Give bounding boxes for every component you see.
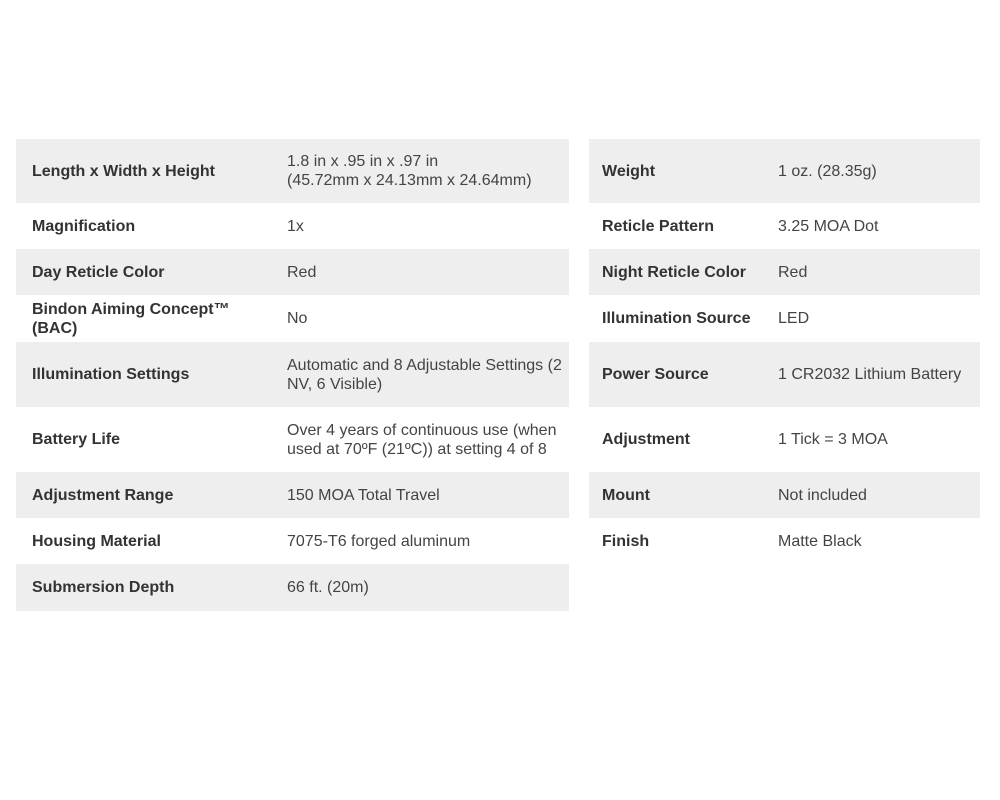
spec-label: Mount [602,486,650,504]
spec-value-cell [765,249,980,295]
spec-label: Day Reticle Color [32,263,165,281]
spec-value: 1 oz. (28.35g) [778,162,877,180]
spec-row [16,139,569,203]
spec-label-cell [16,139,271,203]
spec-row [589,342,980,407]
spec-value-cell [271,139,569,203]
spec-value-cell [271,342,569,407]
spec-value: No [287,310,308,327]
spec-value-cell [271,249,569,295]
spec-value: 1.8 in x .95 in x .97 in (45.72mm x 24.13mm x 24.64mm) [287,153,532,189]
spec-value: LED [778,310,810,327]
spec-value-cell [765,472,980,518]
spec-row [589,139,980,203]
spec-value: 66 ft. (20m) [287,579,369,596]
spec-label: Submersion Depth [32,579,175,596]
spec-label-cell [589,518,765,564]
spec-label-cell [16,407,271,472]
spec-value: Red [778,263,808,281]
spec-label-cell [16,203,271,249]
spec-row [16,564,569,611]
spec-label-cell [589,342,765,407]
spec-value-cell [271,472,569,518]
spec-row [589,295,980,342]
spec-row [589,407,980,472]
spec-value-cell [271,407,569,472]
spec-row [589,472,980,518]
spec-value-cell [765,407,980,472]
spec-value-cell [271,518,569,564]
spec-value-cell [271,564,569,611]
spec-value: 1 Tick = 3 MOA [778,431,888,448]
spec-value: Not included [778,486,867,504]
spec-row [16,407,569,472]
spec-label-cell [589,249,765,295]
spec-table-right [589,139,980,564]
spec-value: Automatic and 8 Adjustable Settings (2 NV, 6 Visible) [287,356,562,393]
spec-label-cell [589,203,765,249]
spec-row [16,518,569,564]
spec-value-cell [765,518,980,564]
spec-label-cell [16,472,271,518]
spec-value-cell [271,203,569,249]
spec-label: Magnification [32,217,136,235]
spec-value-cell [765,203,980,249]
spec-label: Length x Width x Height [32,162,215,180]
spec-label: Battery Life [32,431,121,448]
spec-label-cell [589,472,765,518]
spec-value: Over 4 years of continuous use (when used at 70ºF (21ºC)) at setting 4 of 8 [287,421,557,458]
spec-label-cell [589,295,765,342]
spec-value: Red [287,263,317,281]
spec-label: Illumination Source [602,310,751,327]
spec-label-cell [16,295,271,342]
spec-label: Housing Material [32,532,161,550]
spec-row [16,249,569,295]
spec-label: Bindon Aiming Concept™ (BAC) [32,300,230,337]
spec-label: Night Reticle Color [602,263,747,281]
spec-label-cell [16,518,271,564]
spec-value-cell [765,139,980,203]
spec-label-cell [589,139,765,203]
spec-value: Matte Black [778,532,862,550]
spec-value-cell [271,295,569,342]
spec-table-left [16,139,569,611]
spec-row [16,342,569,407]
spec-value: 1x [287,217,304,235]
spec-label-cell [16,564,271,611]
spec-label: Finish [602,532,650,550]
spec-row [16,472,569,518]
spec-label: Adjustment Range [32,486,174,504]
spec-row [589,249,980,295]
spec-label-cell [589,407,765,472]
spec-value-cell [765,295,980,342]
spec-row [589,518,980,564]
spec-value: 1 CR2032 Lithium Battery [778,366,962,383]
spec-label: Power Source [602,366,709,383]
spec-row [16,203,569,249]
spec-row [589,203,980,249]
spec-label: Adjustment [602,431,690,448]
spec-value-cell [765,342,980,407]
spec-label: Illumination Settings [32,366,190,383]
spec-value: 150 MOA Total Travel [287,486,440,504]
spec-value: 7075-T6 forged aluminum [287,532,471,550]
spec-label: Weight [602,162,656,180]
spec-label-cell [16,249,271,295]
spec-label: Reticle Pattern [602,217,715,235]
spec-value: 3.25 MOA Dot [778,217,879,235]
spec-row [16,295,569,342]
spec-label-cell [16,342,271,407]
